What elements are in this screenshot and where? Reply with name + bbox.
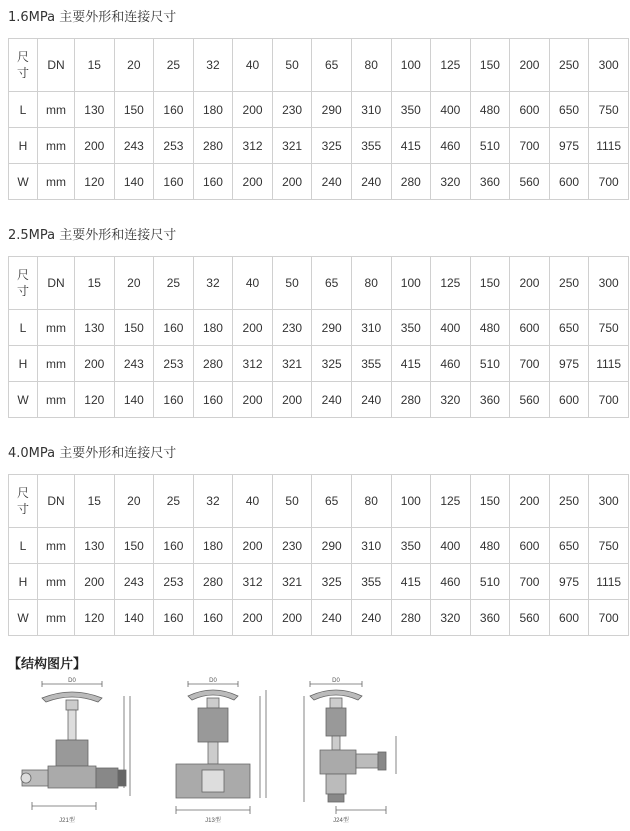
value-cell: 312 bbox=[233, 128, 273, 164]
value-cell: 480 bbox=[470, 310, 510, 346]
value-cell: 180 bbox=[193, 92, 233, 128]
row-unit-cell: mm bbox=[38, 310, 75, 346]
dn-cell: 150 bbox=[470, 257, 510, 310]
value-cell: 700 bbox=[589, 382, 629, 418]
header-label-char: 寸 bbox=[16, 284, 29, 298]
value-cell: 160 bbox=[193, 382, 233, 418]
value-cell: 400 bbox=[431, 92, 471, 128]
value-cell: 355 bbox=[351, 346, 391, 382]
row-unit-cell: mm bbox=[38, 346, 75, 382]
dn-cell: 65 bbox=[312, 39, 352, 92]
value-cell: 460 bbox=[431, 346, 471, 382]
dn-cell: 125 bbox=[431, 475, 471, 528]
value-cell: 460 bbox=[431, 564, 471, 600]
value-cell: 200 bbox=[272, 600, 312, 636]
dn-cell: 15 bbox=[75, 257, 115, 310]
dn-cell: 125 bbox=[431, 257, 471, 310]
value-cell: 200 bbox=[233, 310, 273, 346]
value-cell: 650 bbox=[549, 92, 589, 128]
value-cell: 700 bbox=[510, 564, 550, 600]
row-label-cell: W bbox=[9, 382, 38, 418]
valve-drawing-j24 bbox=[296, 676, 416, 826]
table-row bbox=[9, 600, 629, 636]
value-cell: 280 bbox=[193, 346, 233, 382]
value-cell: 150 bbox=[114, 528, 154, 564]
value-cell: 355 bbox=[351, 128, 391, 164]
dn-cell: 200 bbox=[510, 475, 550, 528]
dim-label: D0 bbox=[209, 678, 217, 684]
row-label-cell: H bbox=[9, 564, 38, 600]
table-row bbox=[9, 382, 629, 418]
value-cell: 290 bbox=[312, 528, 352, 564]
value-cell: 243 bbox=[114, 128, 154, 164]
value-cell: 750 bbox=[589, 310, 629, 346]
value-cell: 560 bbox=[510, 382, 550, 418]
dn-cell: 15 bbox=[75, 39, 115, 92]
value-cell: 1115 bbox=[589, 564, 629, 600]
table-title-1.6mpa: 1.6MPa 主要外形和连接尺寸 bbox=[8, 10, 177, 25]
value-cell: 230 bbox=[272, 528, 312, 564]
value-cell: 200 bbox=[233, 164, 273, 200]
header-unit-cell: DN bbox=[38, 39, 75, 92]
value-cell: 120 bbox=[75, 382, 115, 418]
value-cell: 140 bbox=[114, 600, 154, 636]
value-cell: 160 bbox=[193, 164, 233, 200]
dn-cell: 25 bbox=[154, 39, 194, 92]
header-label-char: 尺 bbox=[16, 50, 29, 64]
value-cell: 180 bbox=[193, 528, 233, 564]
table-row bbox=[9, 164, 629, 200]
value-cell: 700 bbox=[589, 600, 629, 636]
dn-cell: 40 bbox=[233, 475, 273, 528]
value-cell: 253 bbox=[154, 346, 194, 382]
dn-cell: 200 bbox=[510, 257, 550, 310]
dn-cell: 200 bbox=[510, 39, 550, 92]
value-cell: 120 bbox=[75, 600, 115, 636]
value-cell: 600 bbox=[549, 382, 589, 418]
dn-cell: 50 bbox=[272, 257, 312, 310]
value-cell: 130 bbox=[75, 528, 115, 564]
value-cell: 360 bbox=[470, 382, 510, 418]
valve-drawing-j13 bbox=[168, 676, 278, 826]
row-label-cell: L bbox=[9, 310, 38, 346]
value-cell: 200 bbox=[75, 128, 115, 164]
value-cell: 160 bbox=[154, 600, 194, 636]
header-label-cell bbox=[9, 257, 38, 310]
value-cell: 320 bbox=[431, 382, 471, 418]
value-cell: 600 bbox=[510, 92, 550, 128]
value-cell: 360 bbox=[470, 164, 510, 200]
value-cell: 240 bbox=[351, 164, 391, 200]
value-cell: 160 bbox=[193, 600, 233, 636]
value-cell: 160 bbox=[154, 310, 194, 346]
value-cell: 510 bbox=[470, 346, 510, 382]
row-unit-cell: mm bbox=[38, 600, 75, 636]
dn-cell: 32 bbox=[193, 475, 233, 528]
value-cell: 320 bbox=[431, 600, 471, 636]
value-cell: 750 bbox=[589, 528, 629, 564]
table-row bbox=[9, 92, 629, 128]
spec-table-2.5mpa bbox=[8, 256, 629, 418]
dn-cell: 20 bbox=[114, 475, 154, 528]
value-cell: 280 bbox=[193, 564, 233, 600]
value-cell: 280 bbox=[391, 164, 431, 200]
table-row bbox=[9, 346, 629, 382]
value-cell: 200 bbox=[233, 600, 273, 636]
header-label-char: 尺 bbox=[16, 486, 29, 500]
value-cell: 130 bbox=[75, 310, 115, 346]
value-cell: 310 bbox=[351, 310, 391, 346]
row-unit-cell: mm bbox=[38, 564, 75, 600]
row-unit-cell: mm bbox=[38, 128, 75, 164]
value-cell: 243 bbox=[114, 346, 154, 382]
value-cell: 230 bbox=[272, 92, 312, 128]
value-cell: 200 bbox=[75, 346, 115, 382]
header-label-char: 尺 bbox=[16, 268, 29, 282]
value-cell: 253 bbox=[154, 128, 194, 164]
value-cell: 310 bbox=[351, 528, 391, 564]
value-cell: 975 bbox=[549, 128, 589, 164]
value-cell: 290 bbox=[312, 310, 352, 346]
value-cell: 160 bbox=[154, 528, 194, 564]
value-cell: 560 bbox=[510, 600, 550, 636]
value-cell: 510 bbox=[470, 128, 510, 164]
drawing-caption: J21型 bbox=[59, 818, 75, 824]
value-cell: 700 bbox=[510, 128, 550, 164]
dn-cell: 65 bbox=[312, 257, 352, 310]
value-cell: 400 bbox=[431, 310, 471, 346]
value-cell: 325 bbox=[312, 346, 352, 382]
value-cell: 480 bbox=[470, 92, 510, 128]
value-cell: 750 bbox=[589, 92, 629, 128]
dim-label: D0 bbox=[68, 678, 76, 684]
value-cell: 355 bbox=[351, 564, 391, 600]
dn-cell: 50 bbox=[272, 475, 312, 528]
value-cell: 253 bbox=[154, 564, 194, 600]
value-cell: 240 bbox=[312, 600, 352, 636]
dn-cell: 50 bbox=[272, 39, 312, 92]
dn-cell: 20 bbox=[114, 257, 154, 310]
dn-cell: 250 bbox=[549, 39, 589, 92]
value-cell: 560 bbox=[510, 164, 550, 200]
dn-cell: 25 bbox=[154, 257, 194, 310]
value-cell: 130 bbox=[75, 92, 115, 128]
value-cell: 600 bbox=[549, 600, 589, 636]
value-cell: 325 bbox=[312, 128, 352, 164]
value-cell: 150 bbox=[114, 92, 154, 128]
dn-cell: 80 bbox=[351, 257, 391, 310]
dn-cell: 40 bbox=[233, 39, 273, 92]
valve-drawing-j21 bbox=[12, 676, 162, 826]
value-cell: 240 bbox=[312, 382, 352, 418]
drawing-caption: J24型 bbox=[333, 818, 349, 824]
dn-cell: 15 bbox=[75, 475, 115, 528]
dn-cell: 300 bbox=[589, 475, 629, 528]
row-label-cell: H bbox=[9, 128, 38, 164]
row-unit-cell: mm bbox=[38, 528, 75, 564]
value-cell: 160 bbox=[154, 92, 194, 128]
value-cell: 460 bbox=[431, 128, 471, 164]
dn-cell: 150 bbox=[470, 475, 510, 528]
header-label-cell bbox=[9, 475, 38, 528]
value-cell: 650 bbox=[549, 310, 589, 346]
row-label-cell: L bbox=[9, 92, 38, 128]
value-cell: 975 bbox=[549, 346, 589, 382]
value-cell: 140 bbox=[114, 382, 154, 418]
value-cell: 120 bbox=[75, 164, 115, 200]
dn-cell: 300 bbox=[589, 39, 629, 92]
value-cell: 1115 bbox=[589, 346, 629, 382]
value-cell: 350 bbox=[391, 528, 431, 564]
value-cell: 600 bbox=[510, 528, 550, 564]
value-cell: 230 bbox=[272, 310, 312, 346]
row-label-cell: W bbox=[9, 164, 38, 200]
dn-cell: 100 bbox=[391, 257, 431, 310]
drawing-caption: J13型 bbox=[205, 818, 221, 824]
table-title-4.0mpa: 4.0MPa 主要外形和连接尺寸 bbox=[8, 446, 177, 461]
value-cell: 510 bbox=[470, 564, 510, 600]
row-unit-cell: mm bbox=[38, 382, 75, 418]
row-label-cell: L bbox=[9, 528, 38, 564]
structure-title: 【结构图片】 bbox=[8, 657, 87, 672]
dn-cell: 250 bbox=[549, 475, 589, 528]
dn-cell: 32 bbox=[193, 257, 233, 310]
row-label-cell: W bbox=[9, 600, 38, 636]
value-cell: 350 bbox=[391, 310, 431, 346]
value-cell: 150 bbox=[114, 310, 154, 346]
value-cell: 240 bbox=[312, 164, 352, 200]
table-row bbox=[9, 310, 629, 346]
dn-cell: 65 bbox=[312, 475, 352, 528]
value-cell: 320 bbox=[431, 164, 471, 200]
value-cell: 200 bbox=[233, 92, 273, 128]
value-cell: 350 bbox=[391, 92, 431, 128]
value-cell: 600 bbox=[549, 164, 589, 200]
spec-table-1.6mpa bbox=[8, 38, 629, 200]
value-cell: 290 bbox=[312, 92, 352, 128]
header-label-char: 寸 bbox=[16, 66, 29, 80]
value-cell: 480 bbox=[470, 528, 510, 564]
header-unit-cell: DN bbox=[38, 257, 75, 310]
value-cell: 160 bbox=[154, 382, 194, 418]
value-cell: 360 bbox=[470, 600, 510, 636]
value-cell: 280 bbox=[391, 600, 431, 636]
value-cell: 200 bbox=[233, 382, 273, 418]
value-cell: 280 bbox=[391, 382, 431, 418]
table-row bbox=[9, 128, 629, 164]
dn-cell: 25 bbox=[154, 475, 194, 528]
value-cell: 600 bbox=[510, 310, 550, 346]
dn-cell: 40 bbox=[233, 257, 273, 310]
value-cell: 415 bbox=[391, 128, 431, 164]
dn-cell: 32 bbox=[193, 39, 233, 92]
dn-cell: 150 bbox=[470, 39, 510, 92]
value-cell: 240 bbox=[351, 600, 391, 636]
value-cell: 200 bbox=[272, 382, 312, 418]
value-cell: 312 bbox=[233, 346, 273, 382]
value-cell: 140 bbox=[114, 164, 154, 200]
dim-label: D0 bbox=[332, 678, 340, 684]
value-cell: 280 bbox=[193, 128, 233, 164]
value-cell: 415 bbox=[391, 564, 431, 600]
value-cell: 200 bbox=[233, 528, 273, 564]
header-label-char: 寸 bbox=[16, 502, 29, 516]
row-unit-cell: mm bbox=[38, 92, 75, 128]
dn-cell: 100 bbox=[391, 475, 431, 528]
dn-cell: 300 bbox=[589, 257, 629, 310]
value-cell: 650 bbox=[549, 528, 589, 564]
value-cell: 325 bbox=[312, 564, 352, 600]
header-unit-cell: DN bbox=[38, 475, 75, 528]
table-row bbox=[9, 564, 629, 600]
table-row bbox=[9, 528, 629, 564]
value-cell: 160 bbox=[154, 164, 194, 200]
value-cell: 415 bbox=[391, 346, 431, 382]
value-cell: 243 bbox=[114, 564, 154, 600]
value-cell: 1115 bbox=[589, 128, 629, 164]
value-cell: 321 bbox=[272, 128, 312, 164]
dn-cell: 125 bbox=[431, 39, 471, 92]
value-cell: 312 bbox=[233, 564, 273, 600]
value-cell: 700 bbox=[589, 164, 629, 200]
dn-cell: 80 bbox=[351, 39, 391, 92]
header-label-cell bbox=[9, 39, 38, 92]
spec-table-4.0mpa bbox=[8, 474, 629, 636]
value-cell: 700 bbox=[510, 346, 550, 382]
value-cell: 400 bbox=[431, 528, 471, 564]
table-header-row bbox=[9, 475, 629, 528]
value-cell: 310 bbox=[351, 92, 391, 128]
value-cell: 180 bbox=[193, 310, 233, 346]
dn-cell: 80 bbox=[351, 475, 391, 528]
dn-cell: 250 bbox=[549, 257, 589, 310]
value-cell: 200 bbox=[75, 564, 115, 600]
value-cell: 321 bbox=[272, 564, 312, 600]
value-cell: 240 bbox=[351, 382, 391, 418]
row-unit-cell: mm bbox=[38, 164, 75, 200]
value-cell: 200 bbox=[272, 164, 312, 200]
dn-cell: 100 bbox=[391, 39, 431, 92]
value-cell: 321 bbox=[272, 346, 312, 382]
table-title-2.5mpa: 2.5MPa 主要外形和连接尺寸 bbox=[8, 228, 177, 243]
value-cell: 975 bbox=[549, 564, 589, 600]
dn-cell: 20 bbox=[114, 39, 154, 92]
row-label-cell: H bbox=[9, 346, 38, 382]
table-header-row bbox=[9, 257, 629, 310]
table-header-row bbox=[9, 39, 629, 92]
